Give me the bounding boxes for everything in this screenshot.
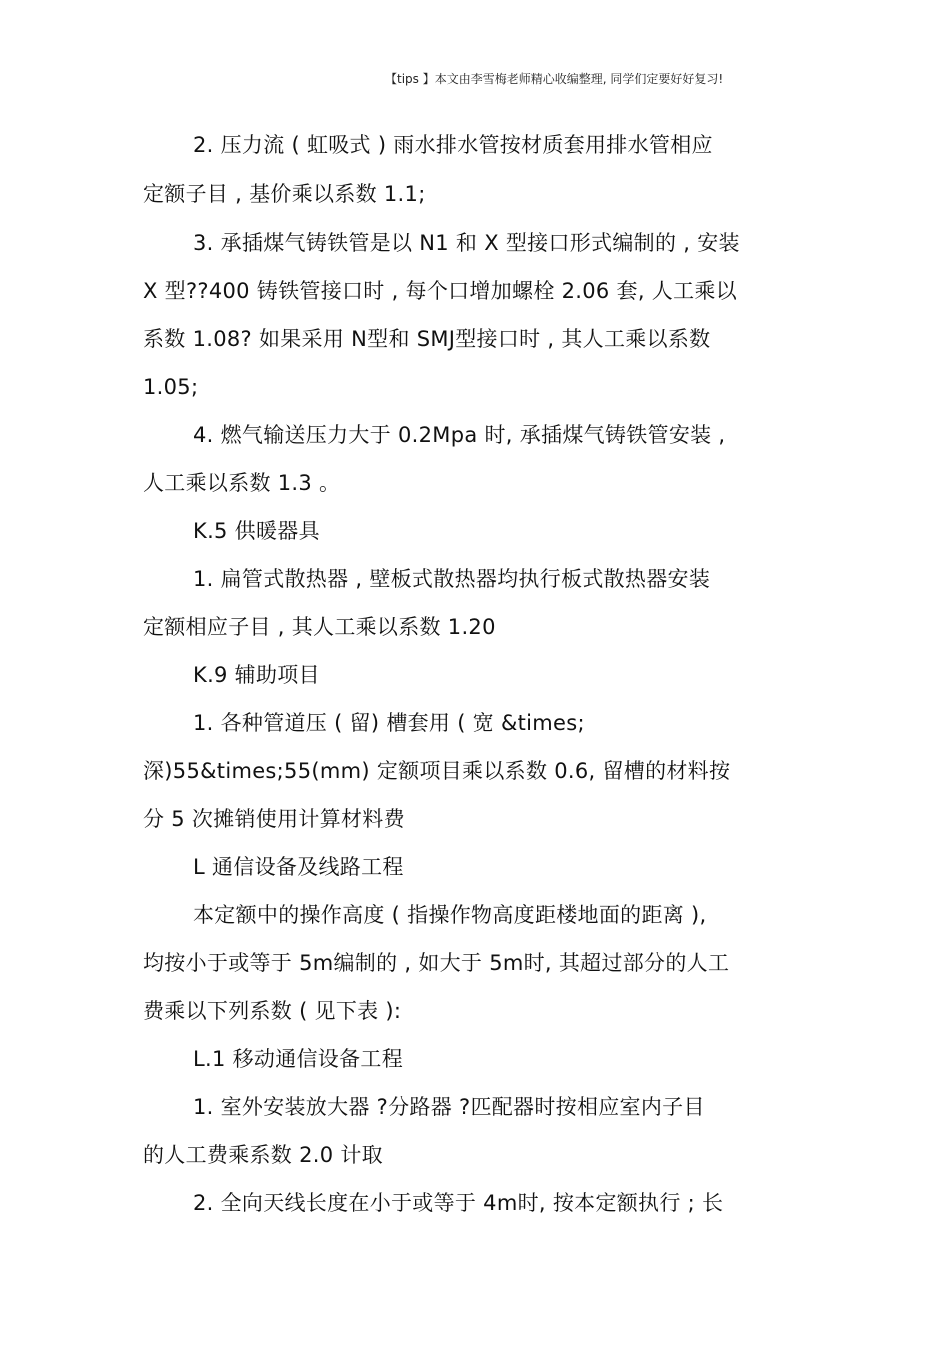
text-line: 本定额中的操作高度 ( 指操作物高度距楼地面的距离 ), xyxy=(193,903,707,927)
text-line: 1. 室外安装放大器 ?分路器 ?匹配器时按相应室内子目 xyxy=(193,1095,705,1119)
header-tips: 【tips 】本文由李雪梅老师精心收编整理, 同学们定要好好复习! xyxy=(385,72,724,86)
text-line: 均按小于或等于 5m编制的 , 如大于 5m时, 其超过部分的人工 xyxy=(143,951,730,975)
section-heading: L.1 移动通信设备工程 xyxy=(193,1047,404,1071)
text-line: 深)55&times;55(mm) 定额项目乘以系数 0.6, 留槽的材料按 xyxy=(143,759,731,783)
section-heading: K.9 辅助项目 xyxy=(193,663,320,687)
text-line: 系数 1.08? 如果采用 N型和 SMJ型接口时 , 其人工乘以系数 xyxy=(143,327,711,351)
text-line: 定额子目 , 基价乘以系数 1.1; xyxy=(143,182,426,206)
text-line: 4. 燃气输送压力大于 0.2Mpa 时, 承插煤气铸铁管安装 , xyxy=(193,423,726,447)
text-line: X 型??400 铸铁管接口时 , 每个口增加螺栓 2.06 套, 人工乘以 xyxy=(143,279,737,303)
section-heading: L 通信设备及线路工程 xyxy=(193,855,404,879)
text-line: 2. 全向天线长度在小于或等于 4m时, 按本定额执行 ; 长 xyxy=(193,1191,724,1215)
text-line: 1. 各种管道压 ( 留) 槽套用 ( 宽 &times; xyxy=(193,711,585,735)
text-line: 费乘以下列系数 ( 见下表 ): xyxy=(143,999,402,1023)
text-line: 人工乘以系数 1.3 。 xyxy=(143,471,341,495)
text-line: 2. 压力流 ( 虹吸式 ) 雨水排水管按材质套用排水管相应 xyxy=(193,133,713,157)
text-line: 定额相应子目 , 其人工乘以系数 1.20 xyxy=(143,615,496,639)
text-line: 的人工费乘系数 2.0 计取 xyxy=(143,1143,383,1167)
text-line: 分 5 次摊销使用计算材料费 xyxy=(143,807,405,831)
text-line: 1. 扁管式散热器 , 壁板式散热器均执行板式散热器安装 xyxy=(193,567,711,591)
section-heading: K.5 供暖器具 xyxy=(193,519,320,543)
text-line: 1.05; xyxy=(143,375,199,399)
text-line: 3. 承插煤气铸铁管是以 N1 和 X 型接口形式编制的 , 安装 xyxy=(193,231,740,255)
